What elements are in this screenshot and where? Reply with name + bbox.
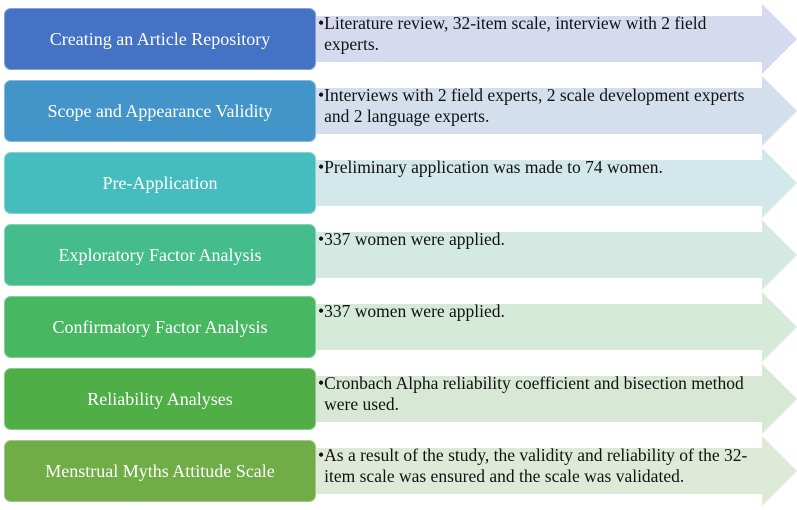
bullet-icon: • [318,373,325,393]
stage-description-text: Interviews with 2 field experts, 2 scale development experts and 2 language experts. [324,85,745,126]
stage-description-text: Cronbach Alpha reliability coefficient and bisection method were used. [324,373,744,414]
stage-row [0,80,797,142]
stage-description-text: Preliminary application was made to 74 women. [324,157,663,177]
stage-row [0,440,797,502]
stage-box [4,152,316,214]
stage-row [0,368,797,430]
bullet-icon: • [318,229,325,249]
stage-row [0,224,797,286]
stage-row [0,296,797,358]
stage-label: Menstrual Myths Attitude Scale [45,460,275,481]
stage-description [318,445,758,487]
stage-description-text: 337 women were applied. [324,301,505,321]
stage-box [4,368,316,430]
stage-label: Exploratory Factor Analysis [58,244,262,265]
stage-label: Pre-Application [102,172,218,193]
stage-label: Confirmatory Factor Analysis [52,316,268,337]
stage-description-text: Literature review, 32-item scale, interview with 2 field experts. [324,13,707,54]
stage-description [318,301,758,322]
stage-description [318,85,758,127]
stage-row [0,8,797,70]
stage-box [4,440,316,502]
stage-box [4,8,316,70]
stage-description-text: As a result of the study, the validity and reliability of the 32-item scale was ensured and the scale was validated. [324,445,748,486]
bullet-icon: • [318,13,325,33]
stage-row [0,152,797,214]
bullet-icon: • [318,157,325,177]
bullet-icon: • [318,445,325,465]
stage-box [4,296,316,358]
bullet-icon: • [318,301,325,321]
stage-label: Scope and Appearance Validity [47,100,273,121]
stage-description-text: 337 women were applied. [324,229,505,249]
stage-description [318,157,758,178]
stage-box [4,80,316,142]
stage-label: Creating an Article Repository [49,28,271,49]
stage-box [4,224,316,286]
bullet-icon: • [318,85,325,105]
stage-label: Reliability Analyses [87,388,233,409]
stage-description [318,229,758,250]
stage-description [318,373,758,415]
stage-description [318,13,758,55]
